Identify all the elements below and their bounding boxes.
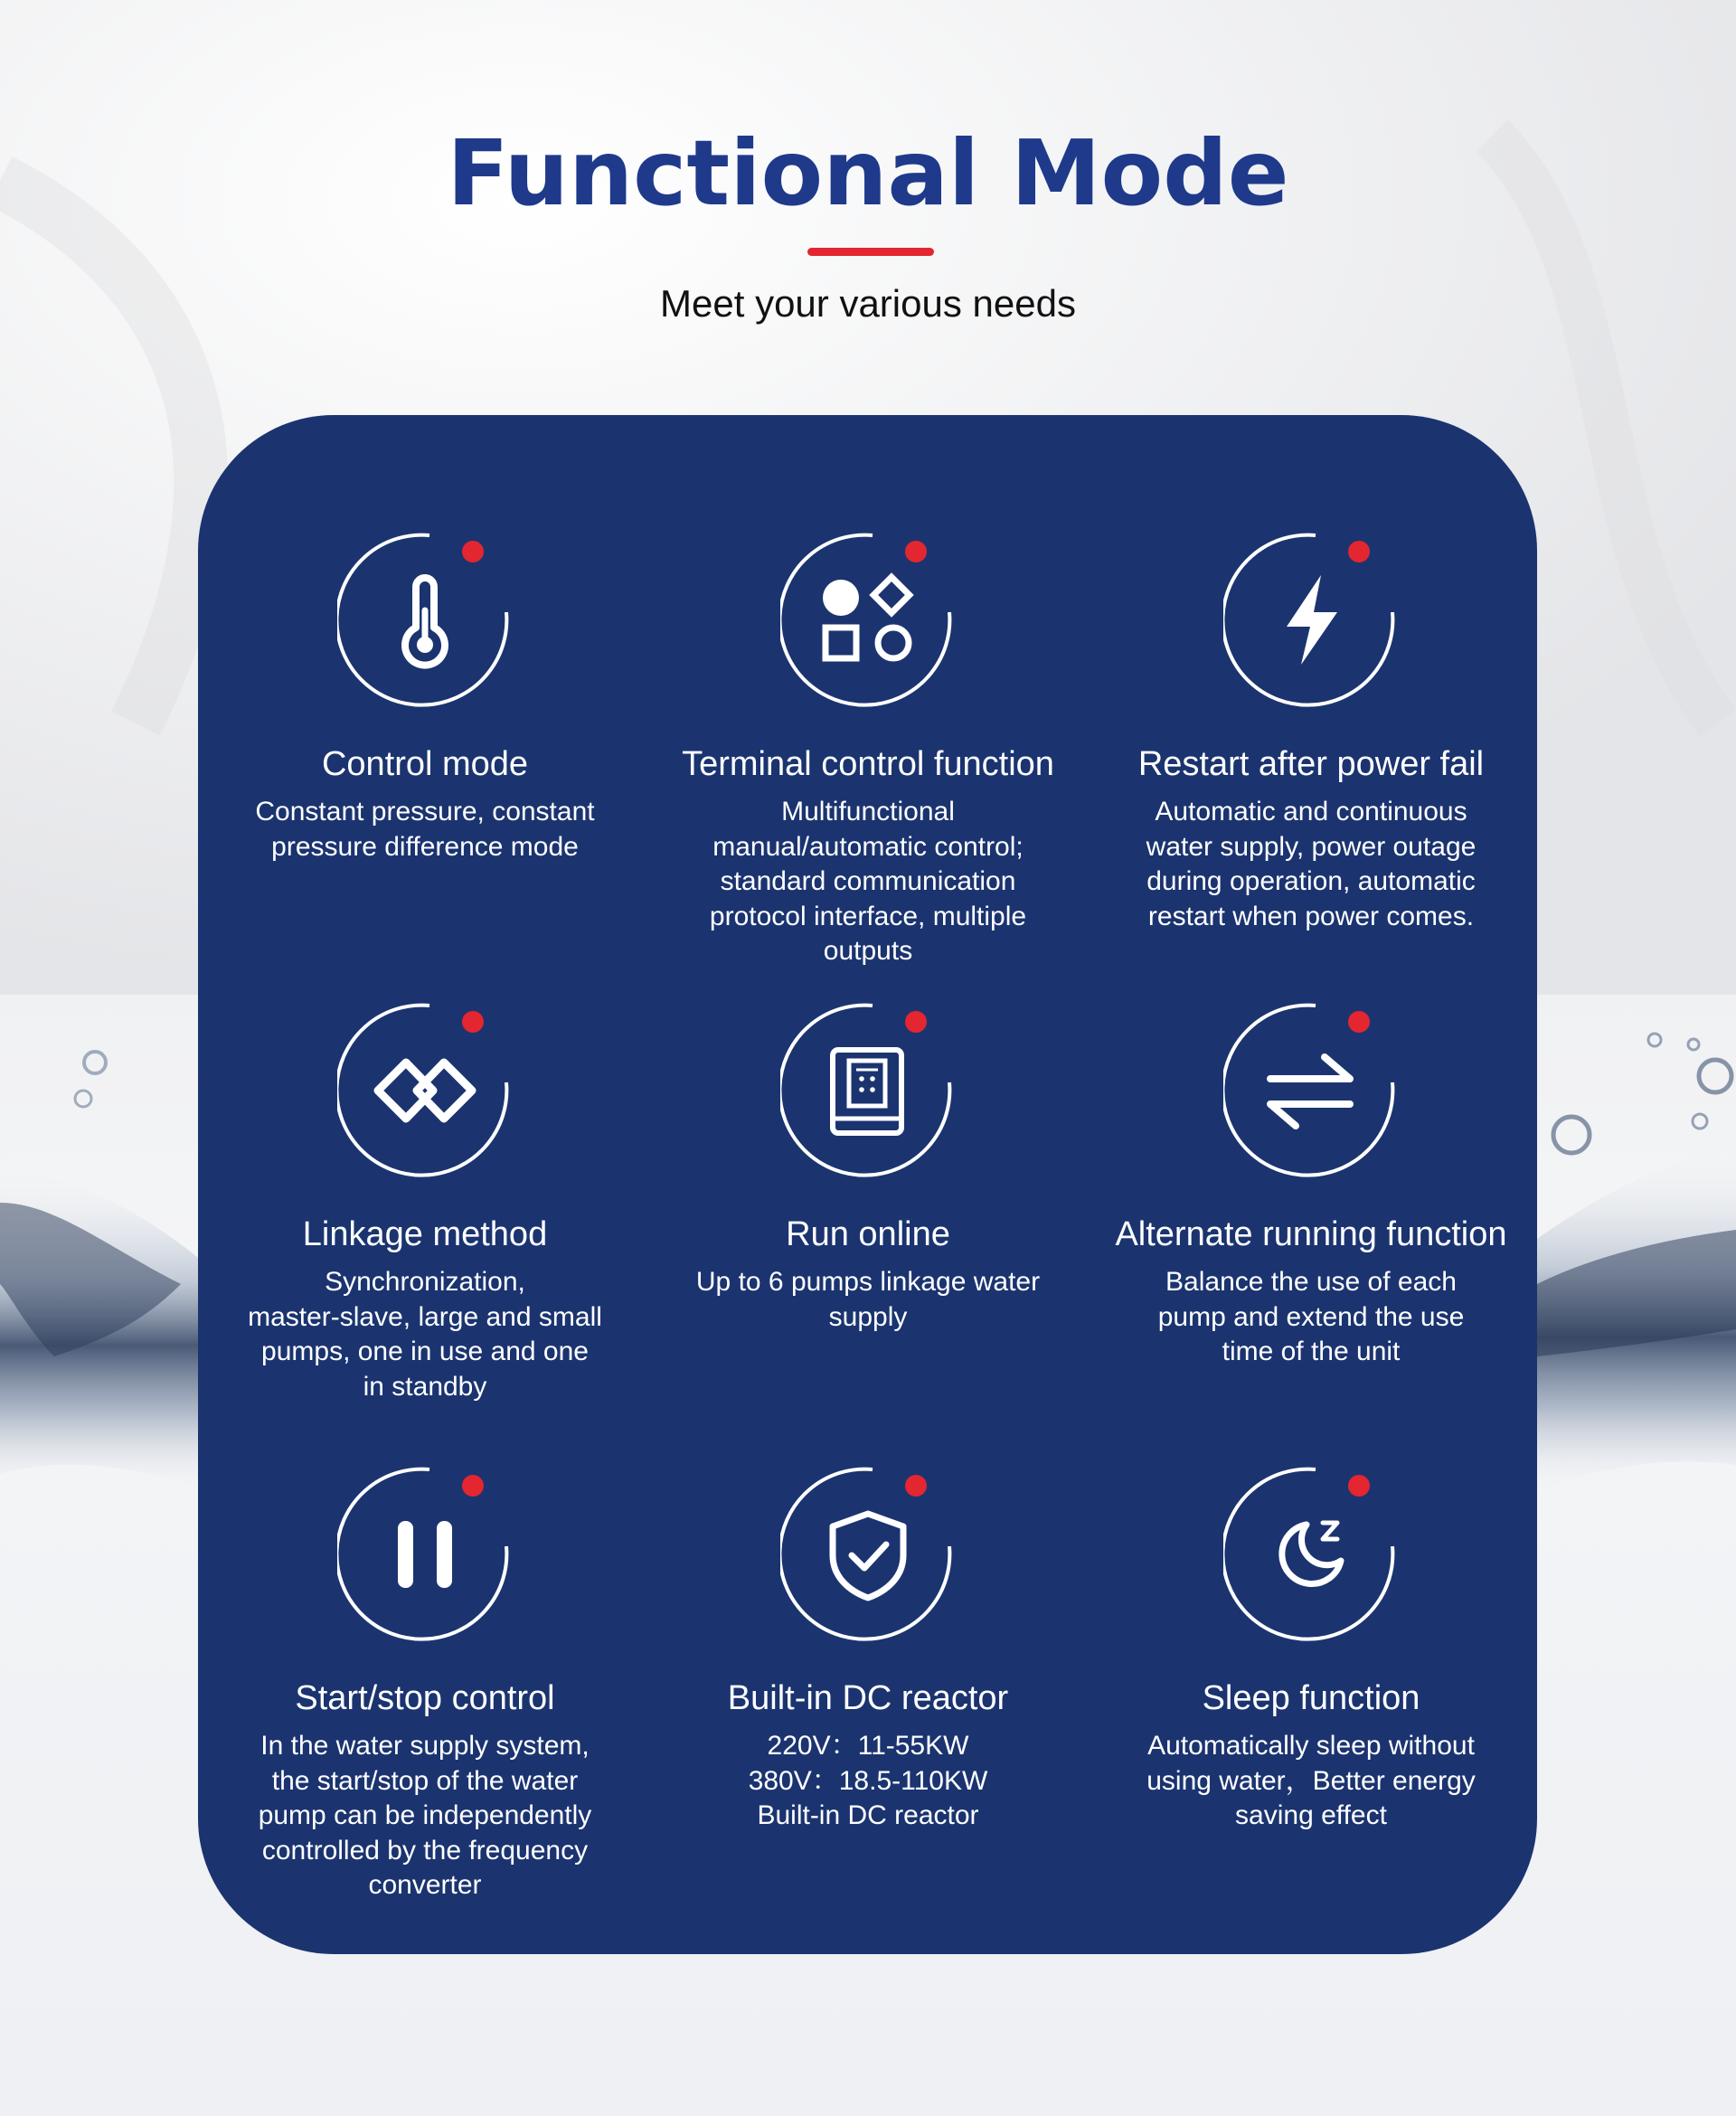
feature-title: Terminal control function <box>682 745 1054 783</box>
shapes-icon <box>780 533 956 708</box>
feature-description: Up to 6 pumps linkage water supply <box>695 1267 1041 1332</box>
feature-description: Multifunctional manual/automatic control; standard communication protocol interface, multiple outputs <box>709 797 1027 966</box>
lightning-icon <box>1223 533 1399 708</box>
feature-title: Restart after power fail <box>1137 745 1485 783</box>
feature-description: 220V：11-55KW 380V：18.5-110KW Built-in DC reactor <box>748 1731 988 1830</box>
shield-check-icon <box>780 1467 956 1642</box>
moon-sleep-icon <box>1223 1467 1399 1642</box>
linked-diamonds-icon <box>337 1003 513 1178</box>
pause-icon <box>337 1467 513 1642</box>
feature-description: Automatically sleep without using water，Better energy saving effect <box>1146 1731 1476 1830</box>
feature-description: Constant pressure, constant pressure difference mode <box>255 797 595 862</box>
feature-description: Synchronization, master-slave, large and small pumps, one in use and one in standby <box>248 1267 602 1402</box>
feature-title: Sleep function <box>1202 1679 1420 1717</box>
feature-description: Balance the use of each pump and extend the use time of the unit <box>1157 1267 1465 1366</box>
feature-description: In the water supply system, the start/stop of the water pump can be independently controlled by the frequency converter <box>258 1731 592 1900</box>
title-accent-bar <box>807 248 934 256</box>
feature-title: Control mode <box>321 745 529 783</box>
feature-title: Built-in DC reactor <box>727 1679 1009 1717</box>
feature-description: Automatic and continuous water supply, power outage during operation, automatic restart when power comes. <box>1146 797 1477 931</box>
feature-title: Alternate running function <box>1115 1215 1507 1253</box>
controller-device-icon <box>780 1003 956 1178</box>
thermometer-icon <box>337 533 513 708</box>
feature-title: Run online <box>786 1215 950 1253</box>
page-title: Functional Mode <box>447 120 1289 226</box>
features-panel <box>198 415 1537 1954</box>
feature-title: Start/stop control <box>295 1679 555 1717</box>
swap-arrows-icon <box>1223 1003 1399 1178</box>
page-subtitle: Meet your various needs <box>660 282 1076 325</box>
feature-title: Linkage method <box>302 1215 548 1253</box>
